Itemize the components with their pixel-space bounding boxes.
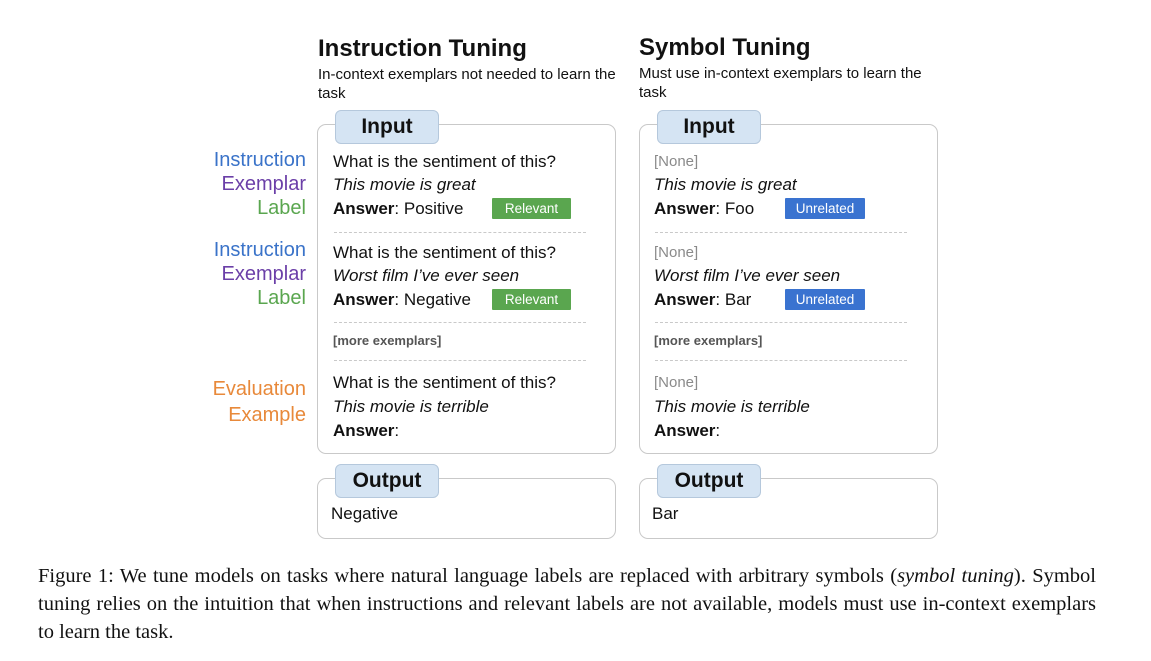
right-ex2-instruction: [None] xyxy=(654,244,699,261)
left-ex1-instruction: What is the sentiment of this? xyxy=(333,152,556,171)
instruction-tuning-subtitle: In-context exemplars not needed to learn the task xyxy=(318,66,616,102)
right-ex2-answer xyxy=(654,290,751,310)
right-divider-2 xyxy=(655,322,907,323)
row-label-instruction-2: Instruction xyxy=(213,239,306,261)
right-ex2-unrelated-badge: Unrelated xyxy=(785,289,865,310)
left-ex1-text: This movie is great xyxy=(333,175,476,194)
right-divider-3 xyxy=(655,360,907,361)
row-label-exemplar-2: Exemplar xyxy=(221,263,306,285)
right-eval-instruction: [None] xyxy=(654,374,699,391)
instruction-tuning-input-tab: Input xyxy=(335,110,439,144)
right-ex1-unrelated-badge: Unrelated xyxy=(785,198,865,219)
right-ex1-text: This movie is great xyxy=(654,175,797,194)
right-output-value: Bar xyxy=(652,504,679,523)
instruction-tuning-output-tab: Output xyxy=(335,464,439,498)
left-output-value: Negative xyxy=(331,504,399,523)
right-divider-1 xyxy=(655,232,907,233)
left-ex2-answer-value: : Negative xyxy=(394,290,471,309)
left-ex1-relevant-badge: Relevant xyxy=(492,198,571,219)
left-more-exemplars: [more exemplars] xyxy=(333,333,442,348)
row-label-label-2: Label xyxy=(257,287,306,309)
caption-italic-symbol-tuning: symbol tuning xyxy=(897,565,1014,587)
left-eval-text: This movie is terrible xyxy=(333,397,489,416)
left-ex2-answer xyxy=(333,290,471,310)
right-eval-answer-key: Answer xyxy=(654,421,716,440)
left-ex2-answer-key: Answer xyxy=(333,290,395,309)
row-label-exemplar-1: Exemplar xyxy=(221,173,306,195)
instruction-tuning-title: Instruction Tuning xyxy=(318,35,527,62)
right-ex1-answer-value: : Foo xyxy=(715,199,755,218)
right-eval-text: This movie is terrible xyxy=(654,397,810,416)
right-ex2-answer-key: Answer xyxy=(654,290,716,309)
left-ex1-answer-key: Answer xyxy=(333,199,395,218)
figure-caption xyxy=(38,562,1096,646)
left-ex1-answer-value: : Positive xyxy=(394,199,464,218)
right-eval-answer xyxy=(654,421,720,441)
row-label-example: Example xyxy=(228,404,306,426)
right-ex2-answer-value: : Bar xyxy=(715,290,752,309)
left-eval-instruction: What is the sentiment of this? xyxy=(333,373,556,392)
right-ex1-instruction: [None] xyxy=(654,153,699,170)
right-eval-answer-value: : xyxy=(715,421,721,440)
left-eval-answer-value: : xyxy=(394,421,400,440)
row-label-evaluation: Evaluation xyxy=(212,378,306,400)
row-label-label-1: Label xyxy=(257,197,306,219)
left-divider-3 xyxy=(334,360,586,361)
caption-part-1: Figure 1: We tune models on tasks where natural language labels are replaced with arbitrary symbols ( xyxy=(38,565,898,587)
symbol-tuning-input-tab: Input xyxy=(657,110,761,144)
left-ex2-text: Worst film I’ve ever seen xyxy=(333,266,520,285)
right-ex1-answer xyxy=(654,199,754,219)
left-divider-2 xyxy=(334,322,586,323)
left-ex2-instruction: What is the sentiment of this? xyxy=(333,243,556,262)
left-divider-1 xyxy=(334,232,586,233)
left-ex1-answer xyxy=(333,199,463,219)
right-more-exemplars: [more exemplars] xyxy=(654,333,763,348)
left-eval-answer-key: Answer xyxy=(333,421,395,440)
left-eval-answer xyxy=(333,421,399,441)
caption-part-2: ). Symbol tuning relies on the intuition that when instructions and relevant labels are not available, models must use in-context exemplars to learn the task. xyxy=(38,565,1096,643)
symbol-tuning-output-tab: Output xyxy=(657,464,761,498)
symbol-tuning-title: Symbol Tuning xyxy=(639,34,811,61)
row-label-instruction-1: Instruction xyxy=(213,149,306,171)
right-ex1-answer-key: Answer xyxy=(654,199,716,218)
symbol-tuning-subtitle: Must use in-context exemplars to learn the task xyxy=(639,65,922,101)
right-ex2-text: Worst film I’ve ever seen xyxy=(654,266,841,285)
left-ex2-relevant-badge: Relevant xyxy=(492,289,571,310)
